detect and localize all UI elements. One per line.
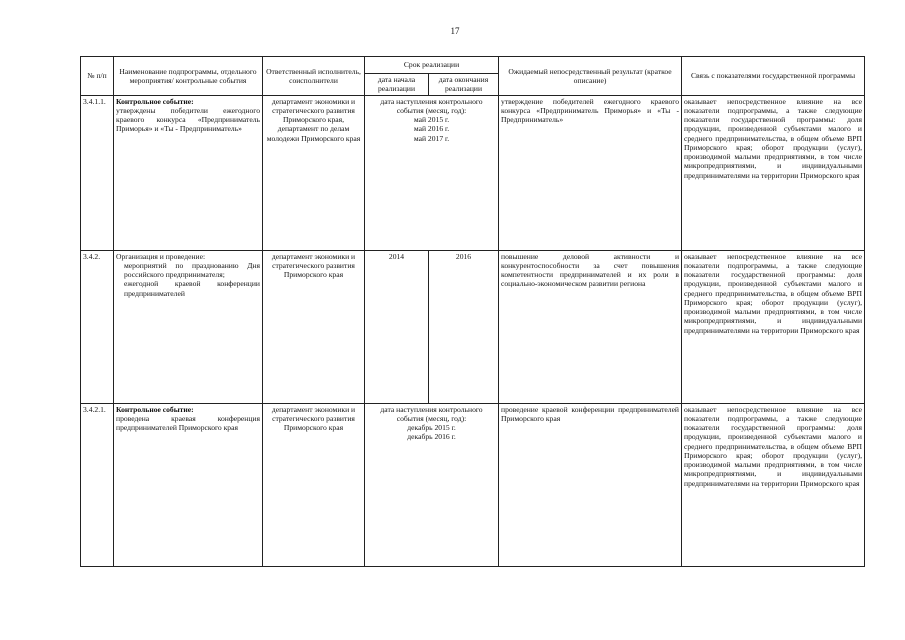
period-line: дата наступления контрольного события (месяц, год): (380, 96, 483, 115)
row-executor: департамент экономики и стратегического развития Приморского края (263, 250, 365, 403)
row-number: 3.4.2. (81, 250, 114, 403)
header-row (81, 57, 865, 74)
row-name-text: проведена краевая конференция предпринимателей Приморского края (116, 413, 260, 432)
period-line: декабрь 2016 г. (407, 432, 456, 442)
table-row (81, 95, 865, 250)
row-executor: департамент экономики и стратегического развития Приморского края (263, 403, 365, 566)
row-name-line: ежегодной краевой конференции предпринимателей (124, 279, 260, 298)
row-period (365, 95, 499, 250)
row-period (365, 403, 499, 566)
control-event-label: Контрольное событие: (116, 96, 194, 106)
row-link: оказывает непосредственное влияние на все показатели подпрограммы, а также следующие показатели государственной программы: доля продукции, произведенной субъектами малого и среднего предпринимательства, в общем объеме ВРП Приморского края; оборот продукции (услуг), производимой малыми предприятиями, в том числе микропредприятиями, и индивидуальными предпринимателями на территории Приморского края (682, 250, 865, 403)
row-number: 3.4.1.1. (81, 95, 114, 250)
row-link: оказывает непосредственное влияние на все показатели подпрограммы, а также следующие показатели государственной программы: доля продукции, произведенной субъектами малого и среднего предпринимательства, в общем объеме ВРП Приморского края; оборот продукции (услуг), производимой малыми предприятиями, в том числе микропредприятиями, и индивидуальными предпринимателями на территории Приморского края (682, 403, 865, 566)
row-start-year: 2014 (365, 250, 429, 403)
row-number: 3.4.2.1. (81, 403, 114, 566)
row-name (114, 250, 263, 403)
row-name (114, 95, 263, 250)
row-name-line: Организация и проведение: (116, 251, 206, 261)
program-activities-table (80, 56, 865, 567)
header-period: Срок реализации (365, 57, 499, 74)
header-result: Ожидаемый непосредственный результат (краткое описание) (499, 57, 682, 96)
row-name-text: утверждены победители ежегодного краевого конкурса «Предприниматель Приморья» и «Ты - Предприниматель» (116, 105, 260, 134)
row-name (114, 403, 263, 566)
row-result: повышение деловой активности и конкурентоспособности за счет повышения компетентности предпринимателей и их роли в социально-экономическом развитии региона (499, 250, 682, 403)
control-event-label: Контрольное событие: (116, 404, 194, 414)
row-end-year: 2016 (429, 250, 499, 403)
row-result: утверждение победителей ежегодного краевого конкурса «Предприниматель Приморья» и «Ты - Предприниматель» (499, 95, 682, 250)
header-executor: Ответственный исполнитель, соисполнители (263, 57, 365, 96)
row-executor: департамент экономики и стратегического развития Приморского края, департамент по делам молодежи Приморского края (263, 95, 365, 250)
row-name-line: мероприятий по празднованию Дня российского предпринимателя; (124, 260, 260, 279)
period-line: май 2017 г. (413, 133, 450, 143)
header-period-end: дата окончания реализации (429, 74, 499, 96)
header-period-start: дата начала реализации (365, 74, 429, 96)
header-num: № п/п (81, 57, 114, 96)
header-name: Наименование подпрограммы, отдельного мероприятия/ контрольные события (114, 57, 263, 96)
header-link: Связь с показателями государственной программы (682, 57, 865, 96)
page-number: 17 (450, 26, 460, 36)
period-line: май 2015 г. (413, 115, 450, 124)
period-line: май 2016 г. (413, 124, 450, 134)
row-link: оказывает непосредственное влияние на все показатели подпрограммы, а также следующие показатели государственной программы: доля продукции, произведенной субъектами малого и среднего предпринимательства, в общем объеме ВРП Приморского края; оборот продукции (услуг), производимой малыми предприятиями, в том числе микропредприятиями, и индивидуальными предпринимателями на территории Приморского края (682, 95, 865, 250)
table-row (81, 403, 865, 566)
period-line: дата наступления контрольного события (месяц, год): (380, 404, 483, 423)
row-result: проведение краевой конференции предпринимателей Приморского края (499, 403, 682, 566)
period-line: декабрь 2015 г. (407, 423, 456, 432)
table-row (81, 250, 865, 403)
